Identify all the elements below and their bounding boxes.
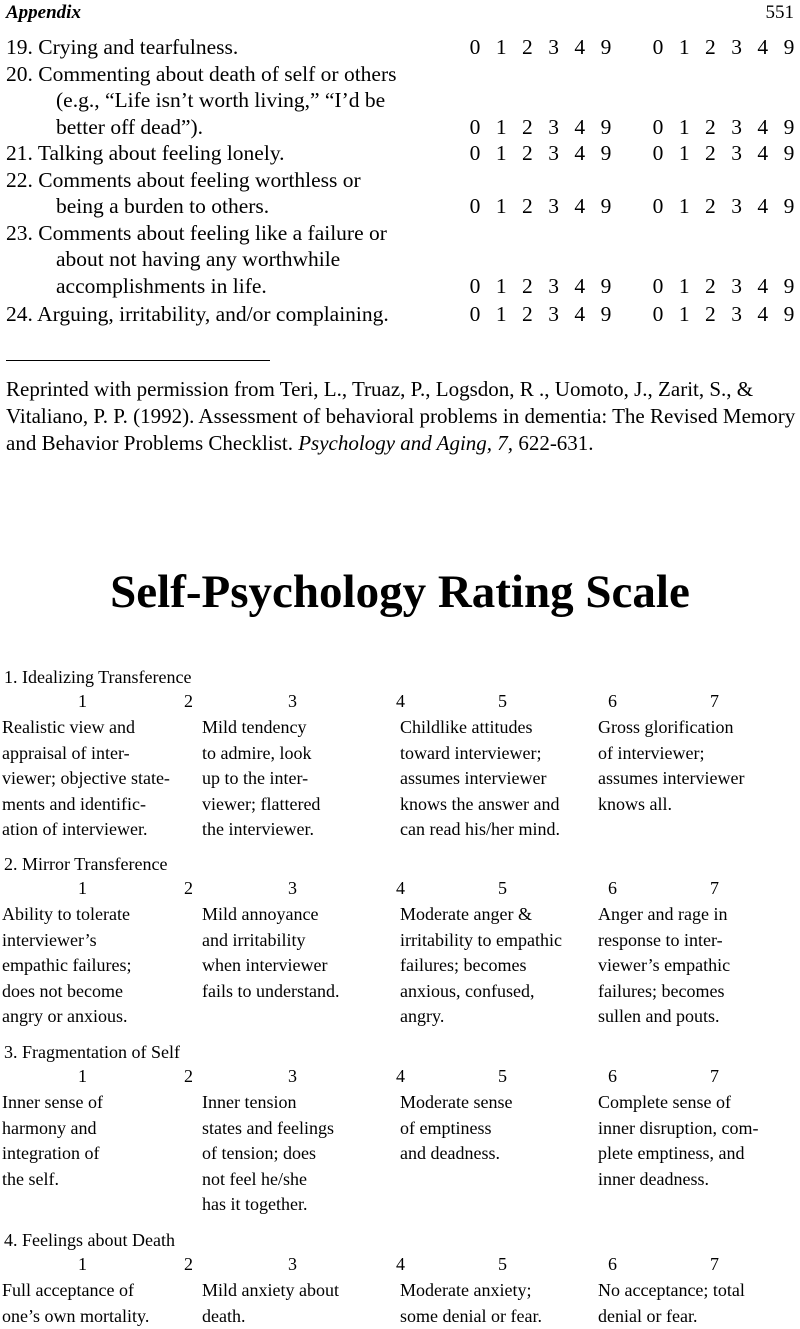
scale-number: 1 [78, 691, 87, 712]
scale-numbers [0, 1066, 800, 1088]
score-value: 4 [573, 301, 587, 328]
anchor-line: Mild tendency [202, 715, 320, 741]
scale-number: 6 [608, 691, 617, 712]
score-value: 2 [520, 273, 534, 300]
score-set-second [651, 193, 796, 220]
score-value: 9 [782, 301, 796, 328]
score-set-second [651, 273, 796, 300]
anchor-line: inner deadness. [598, 1167, 758, 1193]
score-value: 2 [520, 114, 534, 141]
anchor-description [598, 1090, 758, 1192]
scale-number: 7 [710, 878, 719, 899]
anchor-description [202, 715, 320, 843]
score-set-second [651, 114, 796, 141]
checklist-item [6, 34, 796, 61]
item-number: 19. [6, 35, 33, 59]
scale-number: 4 [396, 691, 405, 712]
running-head-section: Appendix [6, 2, 81, 24]
scale-number: 3 [288, 878, 297, 899]
score-value: 9 [599, 34, 613, 61]
score-value: 4 [573, 273, 587, 300]
checklist-items [6, 34, 796, 328]
anchor-line: Complete sense of [598, 1090, 758, 1116]
score-value: 2 [703, 193, 717, 220]
anchor-line: to admire, look [202, 741, 320, 767]
footnote-journal: Psychology and Aging, 7, [298, 431, 513, 455]
score-value: 3 [547, 114, 561, 141]
score-value: 4 [573, 114, 587, 141]
anchor-line: response to inter- [598, 928, 730, 954]
anchor-line: of emptiness [400, 1116, 512, 1142]
anchor-description [400, 715, 560, 843]
scale-number: 7 [710, 1254, 719, 1275]
scale-number: 2 [184, 878, 193, 899]
anchor-line: No acceptance; total [598, 1278, 745, 1304]
anchor-line: integration of [2, 1141, 103, 1167]
anchor-description [400, 1278, 542, 1329]
score-value: 3 [547, 193, 561, 220]
anchor-line: has it together. [202, 1192, 334, 1218]
score-value: 1 [677, 193, 691, 220]
score-value: 0 [651, 273, 665, 300]
scale-numbers [0, 691, 800, 713]
footnote-pages: 622-631. [513, 431, 594, 455]
score-set-first [468, 34, 613, 61]
score-value: 3 [730, 114, 744, 141]
scale-number: 7 [710, 691, 719, 712]
score-value: 9 [599, 193, 613, 220]
anchor-line: denial or fear. [598, 1304, 745, 1329]
score-value: 3 [547, 301, 561, 328]
anchor-description [2, 902, 131, 1030]
score-set-first [468, 114, 613, 141]
scale-number: 3 [288, 1254, 297, 1275]
anchor-line: Childlike attitudes [400, 715, 560, 741]
checklist-item [6, 220, 796, 300]
score-set-first [468, 140, 613, 167]
anchor-line: Inner sense of [2, 1090, 103, 1116]
anchor-line: death. [202, 1304, 339, 1329]
item-text-line: Comments about feeling worthless or [38, 168, 360, 192]
score-options [468, 34, 796, 61]
anchor-line: Moderate anger & [400, 902, 562, 928]
anchor-description [2, 1090, 103, 1192]
page-title: Self-Psychology Rating Scale [0, 565, 800, 619]
score-value: 0 [468, 34, 482, 61]
score-options [468, 114, 796, 141]
scale-number: 1 [78, 878, 87, 899]
item-text-line: about not having any worthwhile [56, 247, 340, 271]
score-value: 0 [468, 140, 482, 167]
anchor-line: Mild annoyance [202, 902, 339, 928]
score-value: 1 [677, 140, 691, 167]
score-value: 3 [730, 301, 744, 328]
anchor-description [400, 1090, 512, 1167]
anchor-line: harmony and [2, 1116, 103, 1142]
anchor-line: toward interviewer; [400, 741, 560, 767]
score-value: 0 [468, 301, 482, 328]
anchor-line: assumes interviewer [400, 766, 560, 792]
score-value: 1 [677, 34, 691, 61]
anchor-line: Gross glorification [598, 715, 744, 741]
scale-number: 2 [184, 1254, 193, 1275]
anchor-description [598, 715, 744, 817]
score-options [468, 193, 796, 220]
scale-number: 5 [498, 691, 507, 712]
score-value: 2 [703, 34, 717, 61]
anchor-line: fails to understand. [202, 979, 339, 1005]
item-text-line: accomplishments in life. [56, 274, 267, 298]
anchor-line: when interviewer [202, 953, 339, 979]
score-value: 3 [547, 34, 561, 61]
item-number: 21. [6, 141, 33, 165]
page-number: 551 [766, 2, 795, 24]
anchor-line: Full acceptance of [2, 1278, 149, 1304]
section-heading: 1. Idealizing Transference [4, 667, 191, 688]
item-number: 20. [6, 62, 33, 86]
score-value: 9 [782, 273, 796, 300]
anchor-line: knows all. [598, 792, 744, 818]
score-value: 3 [730, 34, 744, 61]
score-value: 0 [651, 34, 665, 61]
score-value: 4 [573, 193, 587, 220]
anchor-line: plete emptiness, and [598, 1141, 758, 1167]
score-value: 2 [520, 140, 534, 167]
score-value: 0 [468, 114, 482, 141]
footnote [6, 376, 796, 457]
anchor-line: ation of interviewer. [2, 817, 170, 843]
scale-number: 1 [78, 1254, 87, 1275]
item-text-line: Commenting about death of self or others [38, 62, 396, 86]
score-value: 9 [782, 193, 796, 220]
anchor-line: Moderate sense [400, 1090, 512, 1116]
score-set-second [651, 301, 796, 328]
score-value: 1 [494, 273, 508, 300]
score-value: 9 [782, 140, 796, 167]
score-value: 0 [651, 301, 665, 328]
anchor-line: up to the inter- [202, 766, 320, 792]
item-text [6, 167, 496, 220]
anchor-line: states and feelings [202, 1116, 334, 1142]
item-text [6, 301, 496, 328]
score-value: 3 [730, 193, 744, 220]
scale-number: 7 [710, 1066, 719, 1087]
score-value: 4 [756, 193, 770, 220]
anchor-line: of tension; does [202, 1141, 334, 1167]
anchor-line: can read his/her mind. [400, 817, 560, 843]
scale-number: 2 [184, 691, 193, 712]
section-heading: 2. Mirror Transference [4, 854, 167, 875]
score-value: 3 [730, 140, 744, 167]
score-value: 2 [520, 301, 534, 328]
anchor-line: assumes interviewer [598, 766, 744, 792]
score-value: 9 [599, 114, 613, 141]
anchor-line: and irritability [202, 928, 339, 954]
checklist-item [6, 140, 796, 167]
item-text [6, 61, 496, 141]
anchor-line: inner disruption, com- [598, 1116, 758, 1142]
score-value: 9 [782, 114, 796, 141]
scale-numbers [0, 1254, 800, 1276]
item-text-line: being a burden to others. [56, 194, 269, 218]
score-value: 4 [756, 301, 770, 328]
score-value: 4 [573, 34, 587, 61]
score-options [468, 140, 796, 167]
anchor-line: and deadness. [400, 1141, 512, 1167]
item-text [6, 34, 496, 61]
scale-number: 6 [608, 1254, 617, 1275]
anchor-line: one’s own mortality. [2, 1304, 149, 1329]
item-text-line: Talking about feeling lonely. [38, 141, 285, 165]
score-value: 1 [677, 301, 691, 328]
score-value: 3 [547, 273, 561, 300]
score-options [468, 273, 796, 300]
scale-number: 4 [396, 1066, 405, 1087]
anchor-description [202, 1278, 339, 1329]
score-value: 0 [651, 140, 665, 167]
anchor-line: failures; becomes [400, 953, 562, 979]
score-value: 1 [494, 140, 508, 167]
scale-number: 1 [78, 1066, 87, 1087]
anchor-line: does not become [2, 979, 131, 1005]
score-value: 1 [494, 193, 508, 220]
anchor-line: empathic failures; [2, 953, 131, 979]
score-value: 9 [599, 140, 613, 167]
anchor-line: viewer’s empathic [598, 953, 730, 979]
score-value: 1 [677, 114, 691, 141]
score-value: 1 [677, 273, 691, 300]
score-value: 2 [703, 273, 717, 300]
anchor-line: appraisal of inter- [2, 741, 170, 767]
anchor-line: the self. [2, 1167, 103, 1193]
score-value: 9 [599, 301, 613, 328]
score-value: 2 [703, 301, 717, 328]
anchor-line: viewer; flattered [202, 792, 320, 818]
checklist-item [6, 167, 796, 220]
anchor-line: angry or anxious. [2, 1004, 131, 1030]
score-set-second [651, 140, 796, 167]
score-value: 3 [730, 273, 744, 300]
anchor-description [598, 902, 730, 1030]
anchor-description [598, 1278, 745, 1329]
scale-number: 6 [608, 878, 617, 899]
score-value: 9 [782, 34, 796, 61]
footnote-citation: Reprinted with permission from Teri, L., Truaz, P., Logsdon, R ., Uomoto, J., Zarit, S., & Vitaliano, P. P. (1992). Assessment of behavioral problems in dementia: The Revised Memory and Behavior Problems Checklist. [6, 377, 795, 455]
score-value: 4 [756, 114, 770, 141]
scale-number: 3 [288, 691, 297, 712]
item-text-line: Comments about feeling like a failure or [38, 221, 387, 245]
item-text [6, 220, 496, 300]
score-set-second [651, 34, 796, 61]
score-value: 3 [547, 140, 561, 167]
score-options [468, 301, 796, 328]
anchor-line: ments and identific- [2, 792, 170, 818]
scale-number: 4 [396, 878, 405, 899]
scale-number: 5 [498, 1066, 507, 1087]
anchor-line: not feel he/she [202, 1167, 334, 1193]
score-value: 4 [756, 140, 770, 167]
anchor-line: Moderate anxiety; [400, 1278, 542, 1304]
score-value: 2 [703, 114, 717, 141]
score-set-first [468, 273, 613, 300]
anchor-line: knows the answer and [400, 792, 560, 818]
score-value: 0 [468, 193, 482, 220]
score-set-first [468, 193, 613, 220]
anchor-description [2, 1278, 149, 1329]
anchor-line: Ability to tolerate [2, 902, 131, 928]
item-text-line: (e.g., “Life isn’t worth living,” “I’d be [56, 88, 385, 112]
score-value: 9 [599, 273, 613, 300]
anchor-line: the interviewer. [202, 817, 320, 843]
scale-number: 6 [608, 1066, 617, 1087]
scale-number: 4 [396, 1254, 405, 1275]
score-value: 2 [703, 140, 717, 167]
score-value: 4 [756, 34, 770, 61]
checklist-item [6, 301, 796, 328]
anchor-line: some denial or fear. [400, 1304, 542, 1329]
score-value: 1 [494, 114, 508, 141]
anchor-line: failures; becomes [598, 979, 730, 1005]
anchor-line: interviewer’s [2, 928, 131, 954]
section-heading: 3. Fragmentation of Self [4, 1042, 180, 1063]
anchor-line: angry. [400, 1004, 562, 1030]
score-value: 1 [494, 301, 508, 328]
footnote-rule [6, 360, 270, 361]
score-value: 4 [573, 140, 587, 167]
scale-number: 2 [184, 1066, 193, 1087]
scale-numbers [0, 878, 800, 900]
scale-number: 3 [288, 1066, 297, 1087]
scale-number: 5 [498, 1254, 507, 1275]
anchor-line: viewer; objective state- [2, 766, 170, 792]
anchor-line: Realistic view and [2, 715, 170, 741]
section-heading: 4. Feelings about Death [4, 1230, 175, 1251]
anchor-description [202, 902, 339, 1004]
score-value: 0 [651, 193, 665, 220]
score-set-first [468, 301, 613, 328]
item-number: 24. [6, 302, 33, 326]
anchor-line: Inner tension [202, 1090, 334, 1116]
anchor-line: Anger and rage in [598, 902, 730, 928]
score-value: 2 [520, 34, 534, 61]
scale-number: 5 [498, 878, 507, 899]
score-value: 0 [468, 273, 482, 300]
item-text-line: Crying and tearfulness. [38, 35, 238, 59]
anchor-line: sullen and pouts. [598, 1004, 730, 1030]
anchor-description [400, 902, 562, 1030]
anchor-description [202, 1090, 334, 1218]
item-text-line: better off dead”). [56, 115, 203, 139]
anchor-line: irritability to empathic [400, 928, 562, 954]
score-value: 2 [520, 193, 534, 220]
score-value: 0 [651, 114, 665, 141]
item-number: 23. [6, 221, 33, 245]
anchor-line: anxious, confused, [400, 979, 562, 1005]
checklist-item [6, 61, 796, 141]
item-number: 22. [6, 168, 33, 192]
item-text-line: Arguing, irritability, and/or complaining. [37, 302, 389, 326]
item-text [6, 140, 496, 167]
anchor-line: of interviewer; [598, 741, 744, 767]
anchor-line: Mild anxiety about [202, 1278, 339, 1304]
score-value: 4 [756, 273, 770, 300]
anchor-description [2, 715, 170, 843]
score-value: 1 [494, 34, 508, 61]
